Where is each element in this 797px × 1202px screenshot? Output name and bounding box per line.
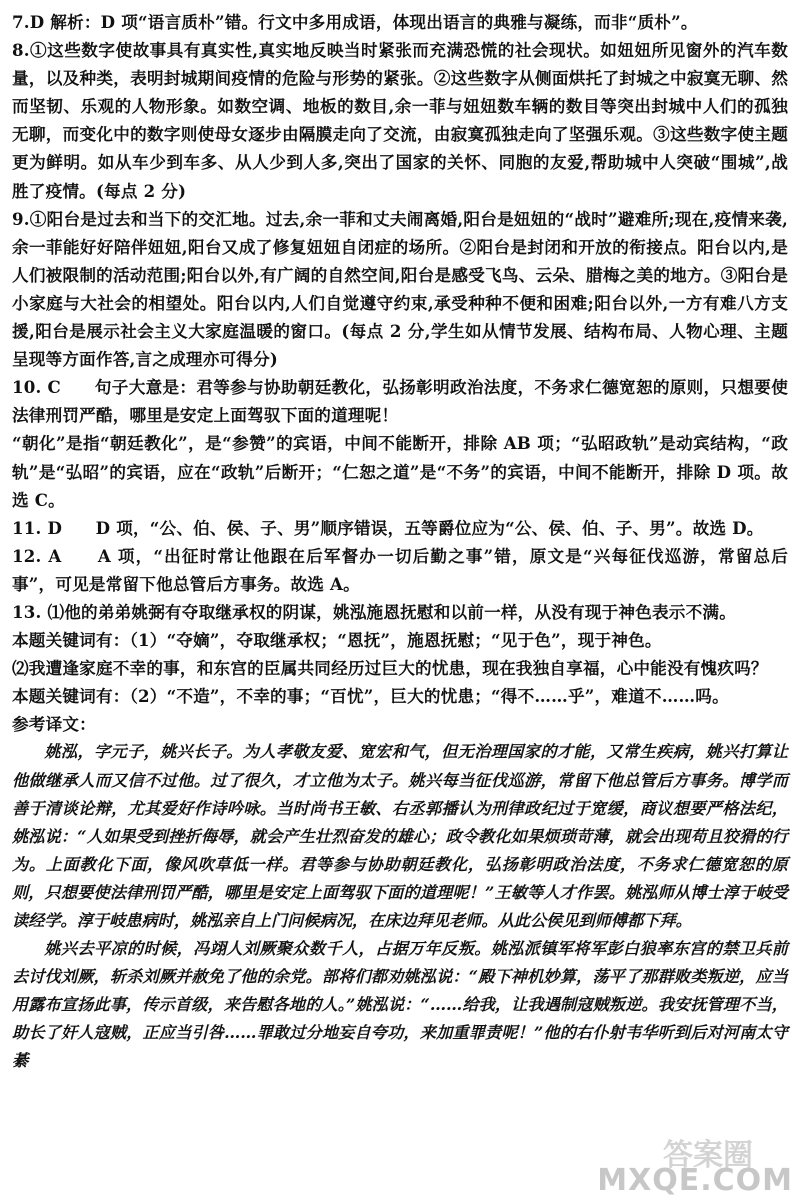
answer-q13-part1: 13. ⑴他的弟弟姚弼有夺取继承权的阴谋，姚泓施恩抚慰和以前一样，从没有现于神色表示不满。 xyxy=(12,601,736,622)
answer-q13-keywords1: 本题关键词有：（1）“夺嫡”，夺取继承权；“恩抚”，施恩抚慰；“见于色”，现于神色。 xyxy=(12,630,662,651)
answer-q7: 7.D 解析：D 项“语言质朴”错。行文中多用成语，体现出语言的典雅与凝练，而非“质朴”。 xyxy=(12,12,698,32)
answer-q10-analysis: “朝化”是指“朝廷教化”，是“参赞”的宾语，中间不能断开，排除 AB 项；“弘昭政轨”是动宾结构，“政轨”是“弘昭”的宾语，应在“政轨”后断开；“仁恕之道”是“不务”的宾语，中间不能断开，排除 D 项。故选 C。 xyxy=(12,433,788,510)
watermark-top-text: 答案圈 xyxy=(663,1138,753,1173)
watermark-bottom-text: MXQE.COM xyxy=(597,1163,793,1198)
answer-q13-part2: ⑵我遭逢家庭不幸的事，和东宫的臣属共同经历过巨大的忧患，现在我独自享福，心中能没有愧疚吗？ xyxy=(12,658,768,679)
translation-paragraph-2: 姚兴去平凉的时候，冯翊人刘厥聚众数千人，占据万年反叛。姚泓派镇军将军彭白狼率东宫的禁卫兵前去讨伐刘厥，斩杀刘厥并赦免了他的余党。部将们都劝姚泓说：“殿下神机妙算，荡平了那群败类叛逆，应当用露布宣扬此事，传示首级，来告慰各地的人。”姚泓说：“……给我，让我遇制寇贼叛逆。我安抚管理不当，助长了奸人寇贼，正应当引咎……罪敢过分地妄自夸功，来加重罪责呢！”他的右仆射韦华听到后对河南太守綦 xyxy=(12,939,788,1071)
answer-q10-summary: 10. C 句子大意是：君等参与协助朝廷教化，弘扬彰明政治法度，不务求仁德宽恕的原则，只想要使法律刑罚严酷，哪里是安定上面驾驭下面的道理呢！ xyxy=(12,377,788,426)
answer-page xyxy=(12,8,788,1076)
answer-q9: 9.①阳台是过去和当下的交汇地。过去,余一菲和丈夫闹离婚,阳台是妞妞的“战时”避难所;现在,疫情来袭,余一菲能好好陪伴妞妞,阳台又成了修复妞妞自闭症的场所。②阳台是封闭和开放的衔接点。阳台以内,是人们被限制的活动范围;阳台以外,有广阔的自然空间,阳台是感受飞鸟、云朵、腊梅之美的地方。③阳台是小家庭与大社会的相望处。阳台以内,人们自觉遵守约束,承受种种不便和困难;阳台以外,一方有难八方支援,阳台是展示社会主义大家庭温暖的窗口。(每点 2 分,学生如从情节发展、结构布局、人物心理、主题呈现等方面作答,言之成理亦可得分) xyxy=(12,208,788,370)
answer-q12: 12. A A 项，“出征时常让他跟在后军督办一切后勤之事”错，原文是“兴每征伐巡游，常留总后事”，可见是常留下他总管后方事务。故选 A。 xyxy=(12,545,788,594)
site-watermark xyxy=(593,1136,793,1198)
answer-q11: 11. D D 项，“公、伯、侯、子、男”顺序错误，五等爵位应为“公、侯、伯、子、男”。故选 D。 xyxy=(12,517,764,538)
answer-q8: 8.①这些数字使故事具有真实性,真实地反映当时紧张而充满恐慌的社会现状。如妞妞所见窗外的汽车数量，以及种类，表明封城期间疫情的危险与形势的紧张。②这些数字从侧面烘托了封城之中寂寞无聊、然而坚韧、乐观的人物形象。如数空调、地板的数目,余一菲与妞妞数车辆的数目等突出封城中人们的孤独无聊，而变化中的数字则使母女逐步由隔膜走向了交流，由寂寞孤独走向了坚强乐观。③这些数字使主题更为鲜明。如从车少到车多、从人少到人多,突出了国家的关怀、同胞的友爱,帮助城中人突破“围城”,战胜了疫情。(每点 2 分) xyxy=(12,40,788,201)
translation-paragraph-1: 姚泓，字元子，姚兴长子。为人孝敬友爱、宽宏和气，但无治理国家的才能，又常生疾病，姚兴打算让他做继承人而又信不过他。过了很久，才立他为太子。姚兴每当征伐巡游，常留下他总管后方事务。博学而善于清谈论辩，尤其爱好作诗吟咏。当时尚书王敏、右丞郭播认为刑律政纪过于宽缓，商议想要严格法纪，姚泓说：“人如果受到挫折侮辱，就会产生壮烈奋发的雄心；政令教化如果烦琐苛薄，就会出现苟且狡猾的行为。上面教化下面，像风吹草低一样。君等参与协助朝廷教化，弘扬彰明政治法度，不务求仁德宽恕的原则，只想要使法律刑罚严酷，哪里是安定上面驾驭下面的道理呢！”王敏等人才作罢。姚泓师从博士淳于岐受读经学。淳于岐患病时，姚泓亲自上门问候病况，在床边拜见老师。从此公侯见到师傅都下拜。 xyxy=(12,742,788,930)
reference-translation-title: 参考译文： xyxy=(12,714,96,735)
answer-q13-keywords2: 本题关键词有：（2）“不造”，不幸的事；“百忧”，巨大的忧患；“得不……乎”，难道不……吗。 xyxy=(12,686,729,707)
